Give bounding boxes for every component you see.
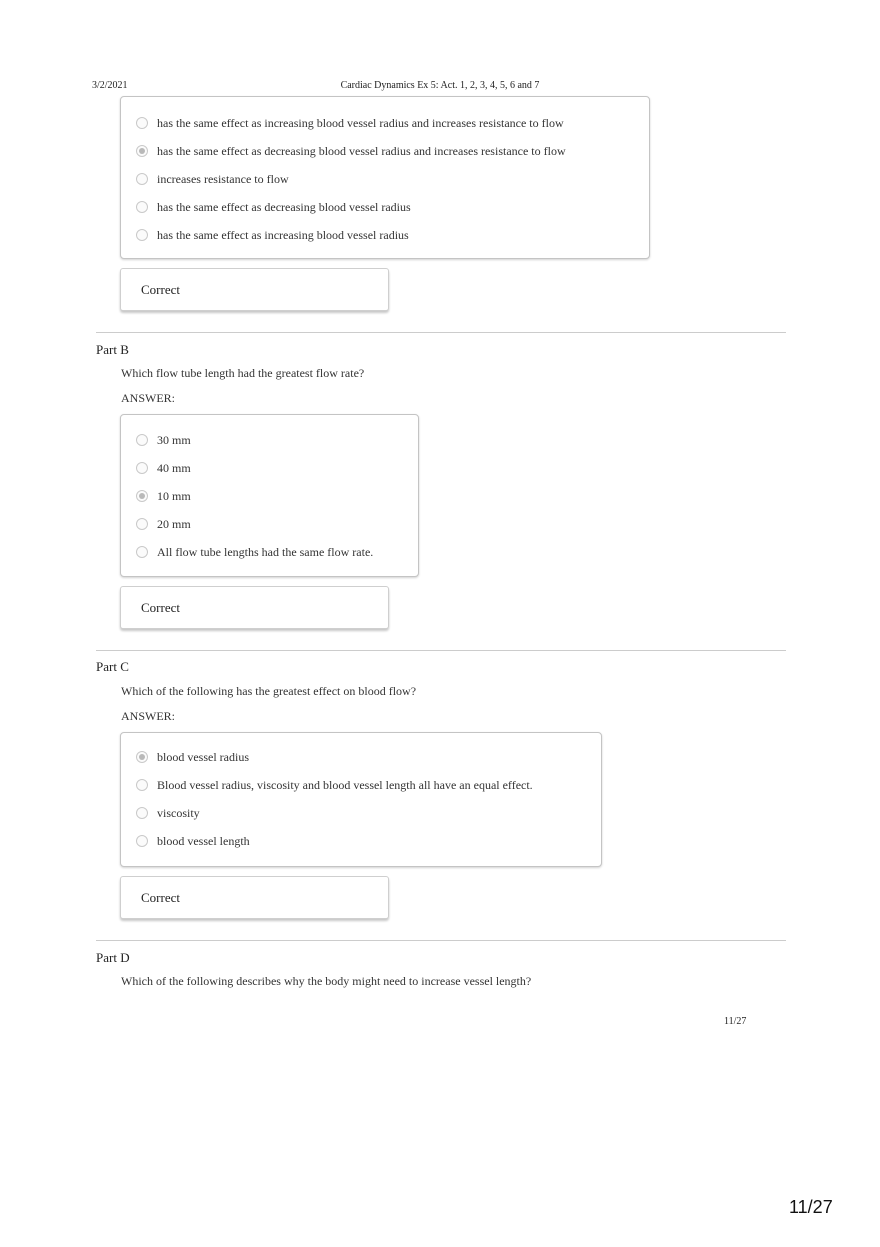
option[interactable] [136,777,533,793]
radio-button-icon[interactable] [136,779,148,791]
option[interactable] [136,432,191,448]
radio-button-icon[interactable] [136,434,148,446]
option-label: increases resistance to flow [157,171,289,186]
radio-button-icon[interactable] [136,462,148,474]
question-text: Which of the following describes why the body might need to increase vessel length? [121,974,532,988]
feedback-correct: Correct [120,268,389,311]
section-divider [96,650,786,651]
option-label: has the same effect as decreasing blood vessel radius [157,199,411,214]
radio-button-icon[interactable] [136,201,148,213]
option[interactable] [136,143,566,159]
part-c-options-box [120,732,602,867]
option-label: has the same effect as increasing blood vessel radius and increases resistance to flow [157,115,564,130]
option[interactable] [136,171,289,187]
radio-button-icon[interactable] [136,807,148,819]
option[interactable] [136,115,564,131]
option-label: All flow tube lengths had the same flow rate. [157,544,374,559]
option-label: Blood vessel radius, viscosity and blood vessel length all have an equal effect. [157,777,533,792]
part-title: Part D [96,950,130,965]
option-label: 40 mm [157,460,191,475]
radio-button-icon[interactable] [136,518,148,530]
feedback-correct: Correct [120,586,389,629]
option[interactable] [136,749,249,765]
option[interactable] [136,488,191,504]
option-label: 30 mm [157,432,191,447]
option[interactable] [136,833,250,849]
option-label: has the same effect as decreasing blood vessel radius and increases resistance to flow [157,143,566,158]
part-a-options-box [120,96,650,259]
question-text: Which flow tube length had the greatest flow rate? [121,366,365,380]
radio-button-icon[interactable] [136,229,148,241]
page-number: 11/27 [789,1197,833,1217]
option-label: viscosity [157,805,200,820]
option-label: has the same effect as increasing blood vessel radius [157,227,409,242]
section-divider [96,332,786,333]
option-label: 10 mm [157,488,191,503]
page-number-small: 11/27 [724,1016,747,1027]
answer-label: ANSWER: [121,709,175,723]
part-b-options-box [120,414,419,577]
radio-button-selected-icon[interactable] [136,145,148,157]
document-title: Cardiac Dynamics Ex 5: Act. 1, 2, 3, 4, 5, 6 and 7 [340,80,540,91]
radio-button-selected-icon[interactable] [136,751,148,763]
radio-button-selected-icon[interactable] [136,490,148,502]
part-title: Part B [96,342,129,357]
option[interactable] [136,544,373,560]
option[interactable] [136,227,409,243]
option-label: blood vessel radius [157,749,249,764]
answer-label: ANSWER: [121,391,175,405]
option-label: blood vessel length [157,833,250,848]
feedback-correct: Correct [120,876,389,919]
part-title: Part C [96,659,129,674]
print-date: 3/2/2021 [92,80,128,91]
radio-button-icon[interactable] [136,835,148,847]
option[interactable] [136,199,411,215]
option[interactable] [136,516,191,532]
section-divider [96,940,786,941]
question-text: Which of the following has the greatest effect on blood flow? [121,684,417,698]
option-label: 20 mm [157,516,191,531]
radio-button-icon[interactable] [136,117,148,129]
radio-button-icon[interactable] [136,546,148,558]
option[interactable] [136,805,200,821]
option[interactable] [136,460,191,476]
radio-button-icon[interactable] [136,173,148,185]
